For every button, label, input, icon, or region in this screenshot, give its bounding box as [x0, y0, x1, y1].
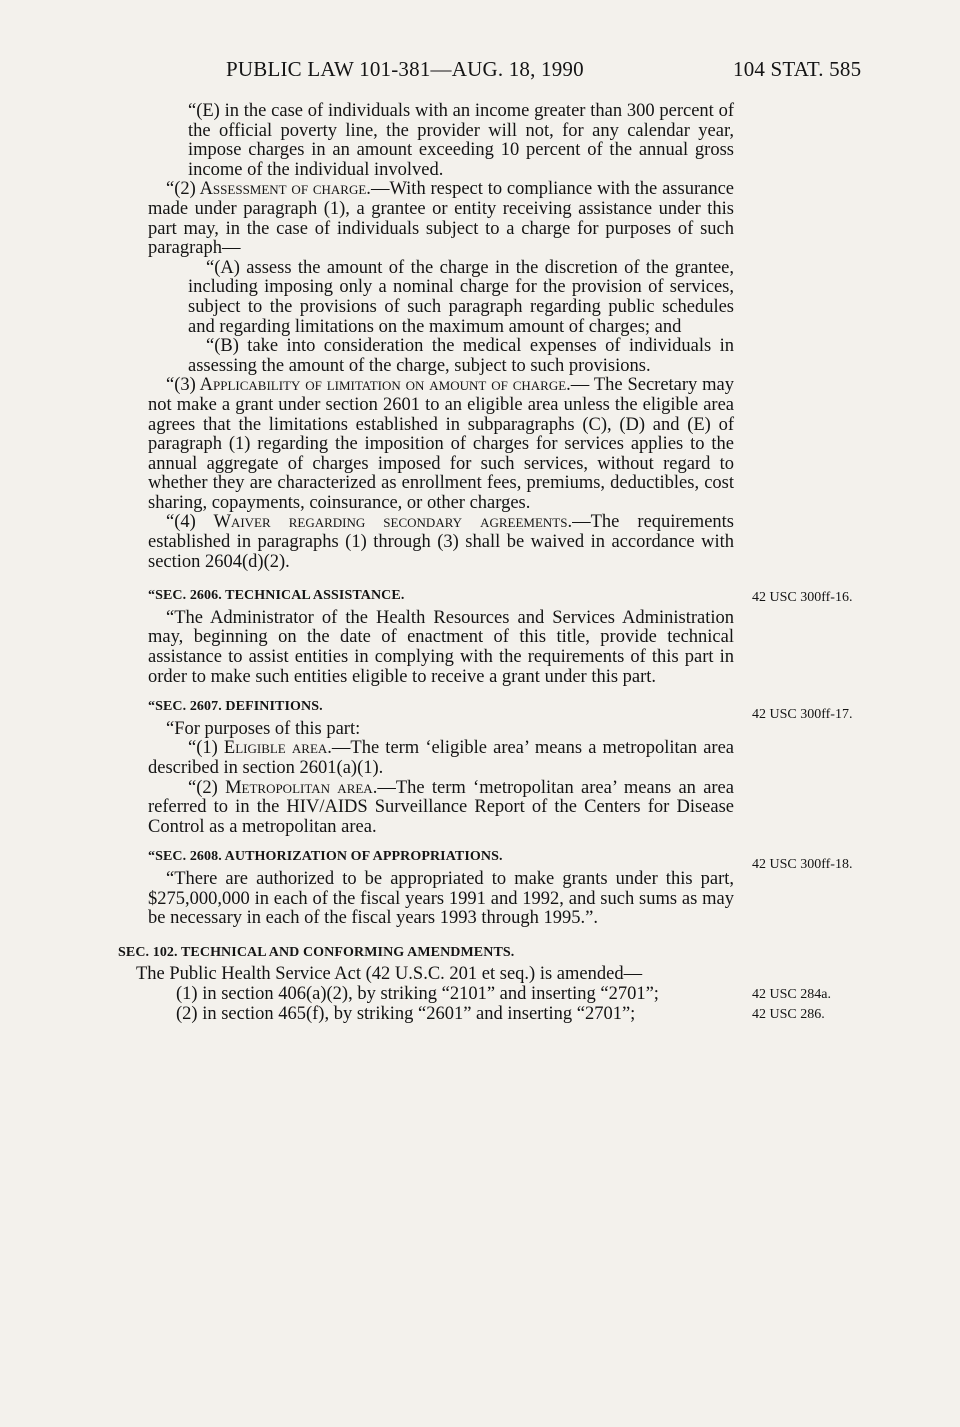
section-2606-text: “The Administrator of the Health Resources and Services Administration may, beginning on the date of enactment of this title, provide technical assistance to assist entities in complying with the requirements of this part in order to make such entities eligible to receive a grant under this part. [148, 607, 734, 687]
paragraph-2 [148, 180, 734, 258]
definition-1-heading: “(1) Eligible area. [188, 738, 332, 759]
section-2607-intro: “For purposes of this part: [166, 718, 361, 739]
section-2607-heading: “SEC. 2607. DEFINITIONS. [148, 699, 323, 715]
paragraph-4-text: —The requirements established in paragraphs (1) through (3) shall be waived in accordance with section 2604(d)(2). [148, 512, 734, 572]
section-102-heading: SEC. 102. TECHNICAL AND CONFORMING AMENDMENTS. [118, 944, 515, 960]
section-2608-heading: “SEC. 2608. AUTHORIZATION OF APPROPRIATIONS. [148, 849, 503, 865]
section-2606-usc-note: 42 USC 300ff-16. [752, 590, 853, 606]
paragraph-3 [148, 376, 734, 513]
section-2608-usc-note: 42 USC 300ff-18. [752, 857, 853, 873]
page-header [0, 57, 960, 87]
section-2606-heading: “SEC. 2606. TECHNICAL ASSISTANCE. [148, 588, 405, 604]
amendment-2: (2) in section 465(f), by striking “2601” and inserting “2701”; [176, 1003, 636, 1024]
amendment-1: (1) in section 406(a)(2), by striking “2101” and inserting “2701”; [176, 983, 659, 1004]
amendment-2-row [118, 1003, 825, 1025]
public-law-citation: PUBLIC LAW 101-381—AUG. 18, 1990 [226, 57, 584, 81]
statute-page-number: 104 STAT. 585 [733, 57, 862, 81]
definition-eligible-area [148, 739, 734, 778]
amendment-2-usc-note: 42 USC 286. [752, 1006, 825, 1022]
definition-2-heading: “(2) Metropolitan area. [188, 777, 378, 798]
subparagraph-2a: “(A) assess the amount of the charge in the discretion of the grantee, including imposing only a nominal charge for the provision of services, subject to the provisions of such paragraph regarding public schedules and regarding limitations on the maximum amount of charges; and [188, 257, 734, 337]
paragraph-2-text: —With respect to compliance with the assurance made under paragraph (1), a grantee or entity receiving assistance under this part may, in the case of individuals subject to a charge for purposes of such paragraph— [148, 179, 734, 259]
section-102-intro: The Public Health Service Act (42 U.S.C. 201 et seq.) is amended— [136, 964, 643, 985]
section-2607-usc-note: 42 USC 300ff-17. [752, 707, 853, 723]
paragraph-3-heading: “(3) Applicability of limitation on amount of charge. [166, 375, 571, 396]
subparagraph-2b: “(B) take into consideration the medical expenses of individuals in assessing the amount of the charge, subject to such provisions. [188, 336, 734, 376]
document-body [118, 101, 853, 1024]
definition-1-text: —The term ‘eligible area’ means a metropolitan area described in section 2601(a)(1). [148, 738, 735, 778]
section-2606 [148, 586, 853, 687]
section-2608-text: “There are authorized to be appropriated to make grants under this part, $275,000,000 in each of the fiscal years 1991 and 1992, and such sums as may be necessary in each of the fiscal years 1993 through 1995.”. [148, 868, 734, 929]
paragraph-3-text: — The Secretary may not make a grant under section 2601 to an eligible area unless the eligible area agrees that the limitations established in subparagraphs (C), (D) and (E) of paragraph (1) regarding the imposition of charges for services applies to the annual aggregate of charges imposed for such services, without regard to whether they are characterized as enrollment fees, premiums, deductibles, cost sharing, copayments, coinsurance, or other charges. [148, 375, 735, 513]
definition-metropolitan-area [148, 779, 734, 838]
paragraph-2-heading: “(2) Assessment of charge. [166, 179, 371, 200]
paragraph-4 [148, 513, 734, 572]
section-102 [118, 943, 831, 1024]
section-2607 [148, 697, 853, 837]
subparagraph-e: “(E) in the case of individuals with an income greater than 300 percent of the official poverty line, the provider will not, for any calendar year, impose charges in an amount exceeding 10 percent of the annual gross income of the individual involved. [188, 101, 734, 180]
definition-2-text: —The term ‘metropolitan area’ means an area referred to in the HIV/AIDS Surveillance Report of the Centers for Disease Control as a metropolitan area. [148, 777, 734, 837]
amendment-1-row [118, 983, 831, 1005]
paragraph-4-heading: “(4) Waiver regarding secondary agreements. [166, 512, 573, 533]
amendment-1-usc-note: 42 USC 284a. [752, 986, 831, 1002]
section-2608 [148, 847, 853, 929]
